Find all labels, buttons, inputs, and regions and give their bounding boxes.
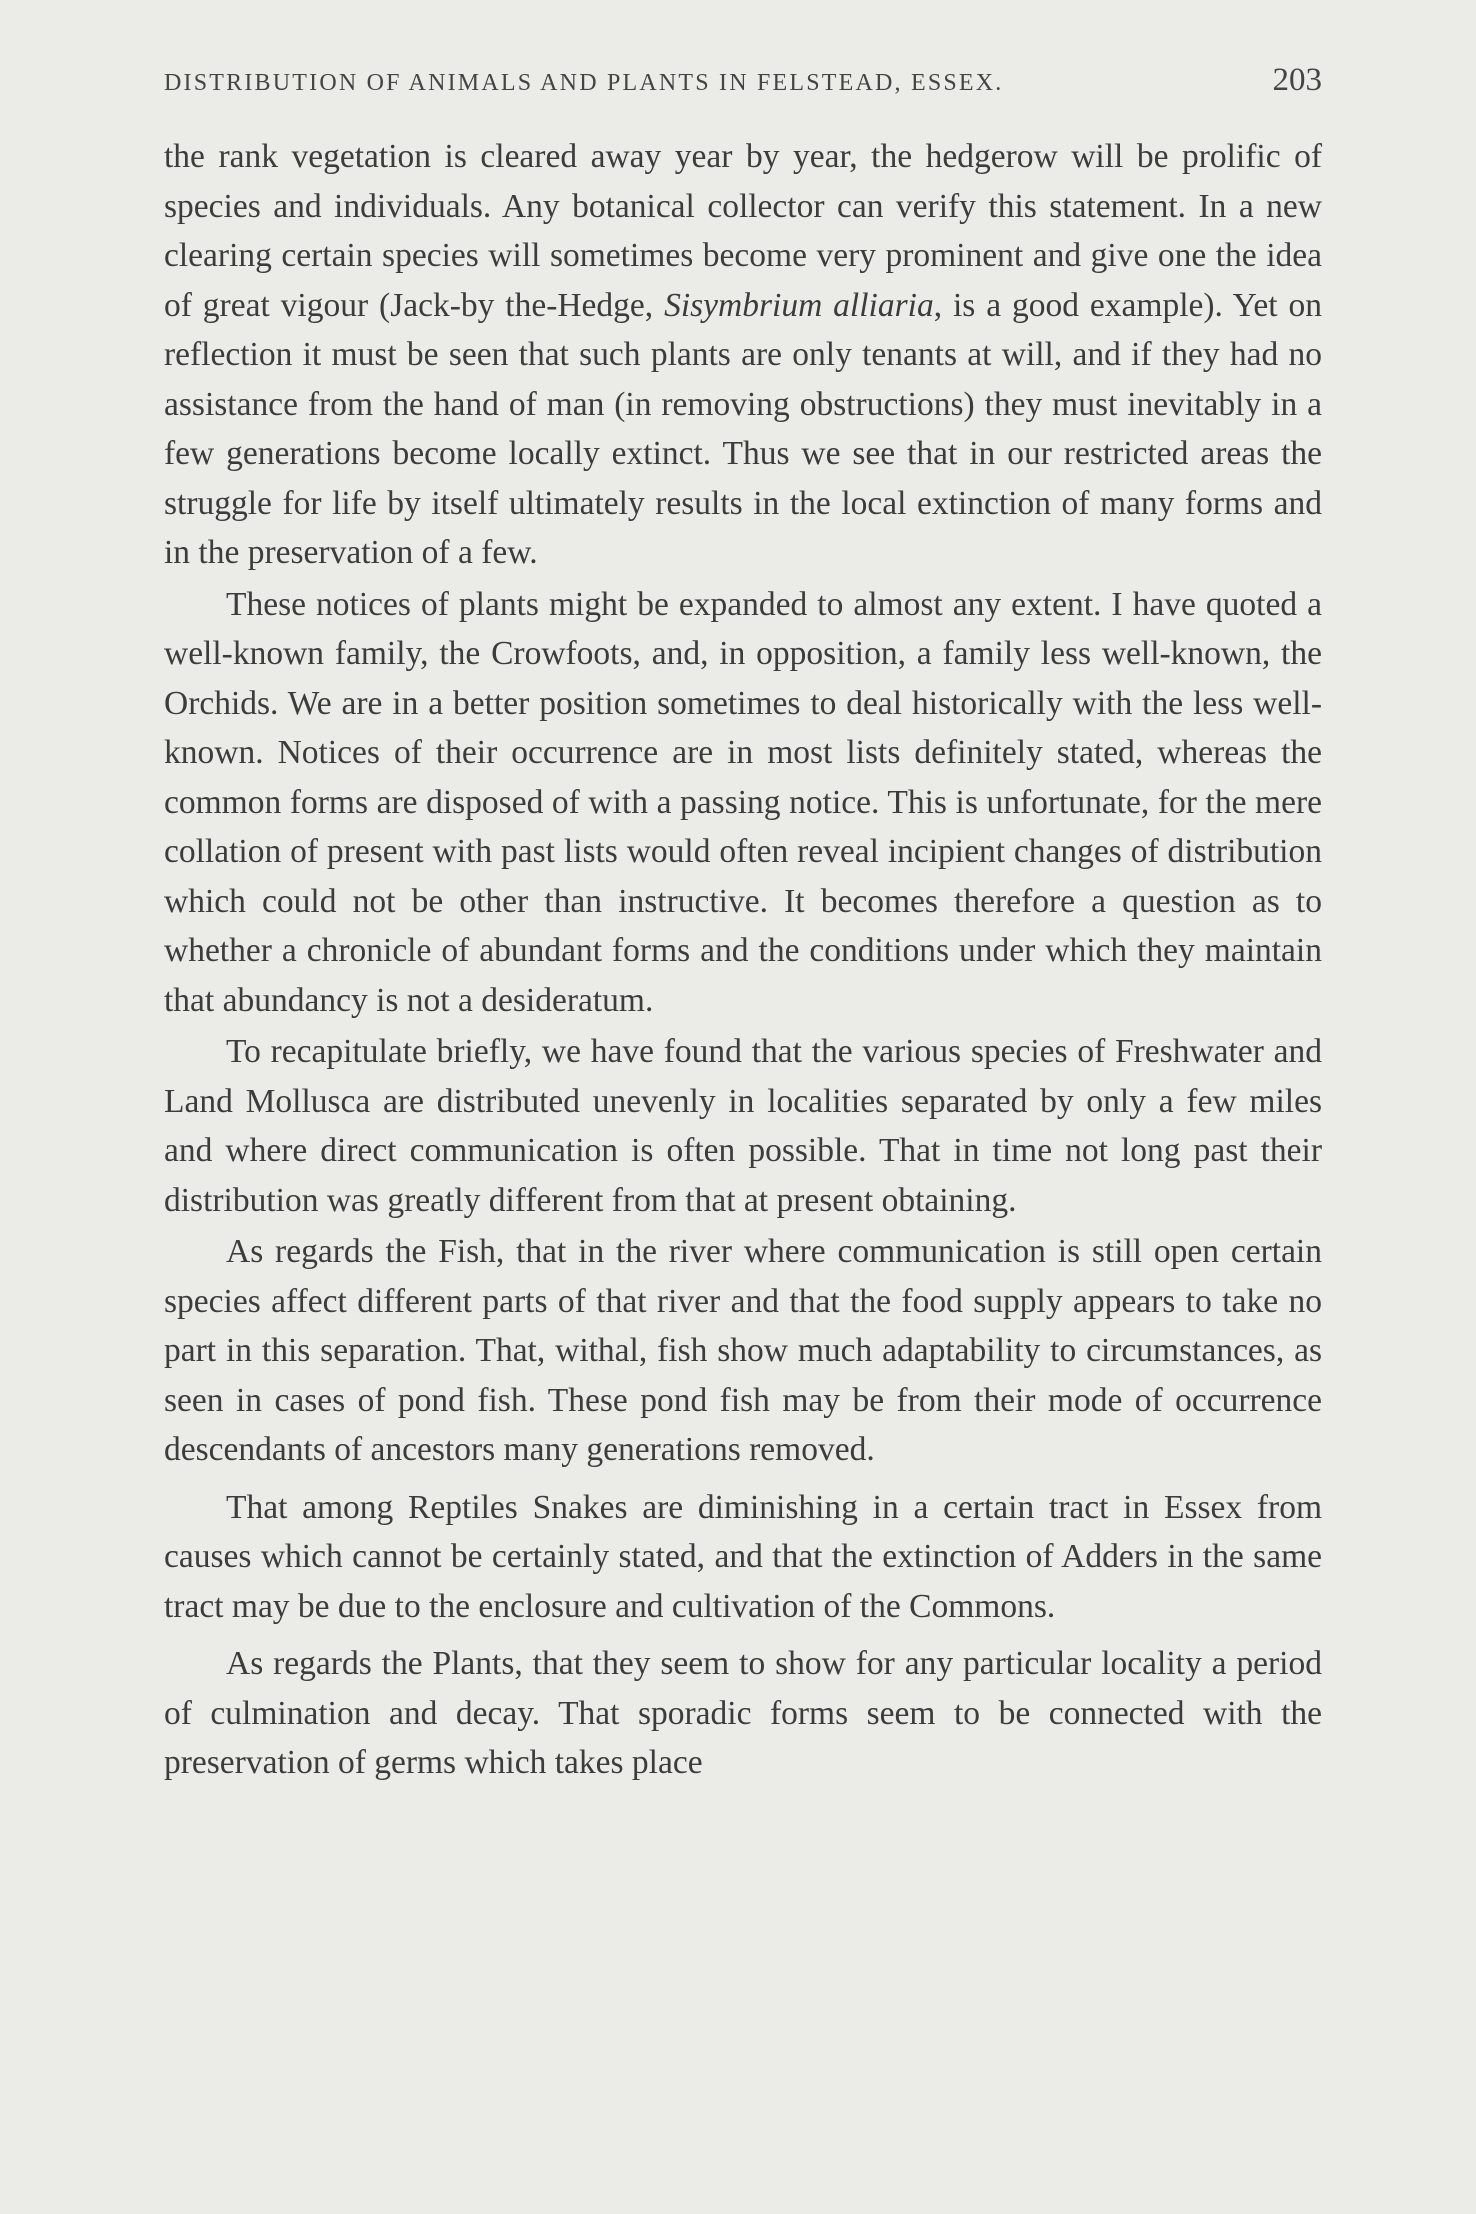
paragraph-plant-notices: These notices of plants might be expanded to almost any extent. I have quoted a well-known family, the Crowfoots, and, in opposition, a family less well-known, the Orchids. We are in a better position sometimes to deal historically with the less well-known. Notices of their occurrence are in most lists definitely stated, whereas the common forms are disposed of with a passing notice. This is unfortunate, for the mere collation of present with past lists would often reveal incipient changes of distribution which could not be other than instructive. It becomes therefore a question as to whether a chronicle of abundant forms and the conditions under which they maintain that abundancy is not a desideratum.: [164, 585, 1322, 1019]
body-text: [164, 132, 1322, 1788]
paragraph-text: , is a good example). Yet on reflection it must be seen that such plants are only tenants at will, and if they had no assistance from the hand of man (in removing obstructions) they must inevitably in a few generations become locally extinct. Thus we see that in our restricted areas the struggle for life by itself ultimately results in the local extinction of many forms and in the preservation of a few.: [164, 286, 1322, 571]
paragraph-text: the rank vegetation is cleared away year by year, the hedgerow will be prolific of species and individuals. Any botanical collector can verify this statement. In a new clearing certain species will sometimes become very prominent and give one the idea of great vigour (Jack-by the-Hedge,: [164, 138, 1322, 324]
paragraph-recapitulation: To recapitulate briefly, we have found that the various species of Freshwater and Land Mollusca are distributed unevenly in localities separated by only a few miles and where direct communication is often possible. That in time not long past their distribution was greatly different from that at present obtaining.: [164, 1033, 1322, 1219]
paragraph-vegetation: [164, 132, 1322, 578]
page-number: 203: [1272, 62, 1322, 98]
species-name-italic: Sisymbrium alliaria: [664, 286, 934, 324]
paragraph-reptiles: That among Reptiles Snakes are diminishing in a certain tract in Essex from causes which cannot be certainly stated, and that the extinction of Adders in the same tract may be due to the enclosure and cultivation of the Commons.: [164, 1488, 1322, 1625]
running-head: [164, 62, 1322, 102]
paragraph-fish: As regards the Fish, that in the river where communication is still open certain species affect different parts of that river and that the food supply appears to take no part in this separation. That, withal, fish show much adaptability to circumstances, as seen in cases of pond fish. These pond fish may be from their mode of occurrence descendants of ancestors many generations removed.: [164, 1233, 1322, 1468]
running-title: DISTRIBUTION OF ANIMALS AND PLANTS IN FELSTEAD, ESSEX.: [164, 70, 1004, 96]
paragraph-plants: As regards the Plants, that they seem to show for any particular locality a period of culmination and decay. That sporadic forms seem to be connected with the preservation of germs which takes place: [164, 1645, 1322, 1781]
